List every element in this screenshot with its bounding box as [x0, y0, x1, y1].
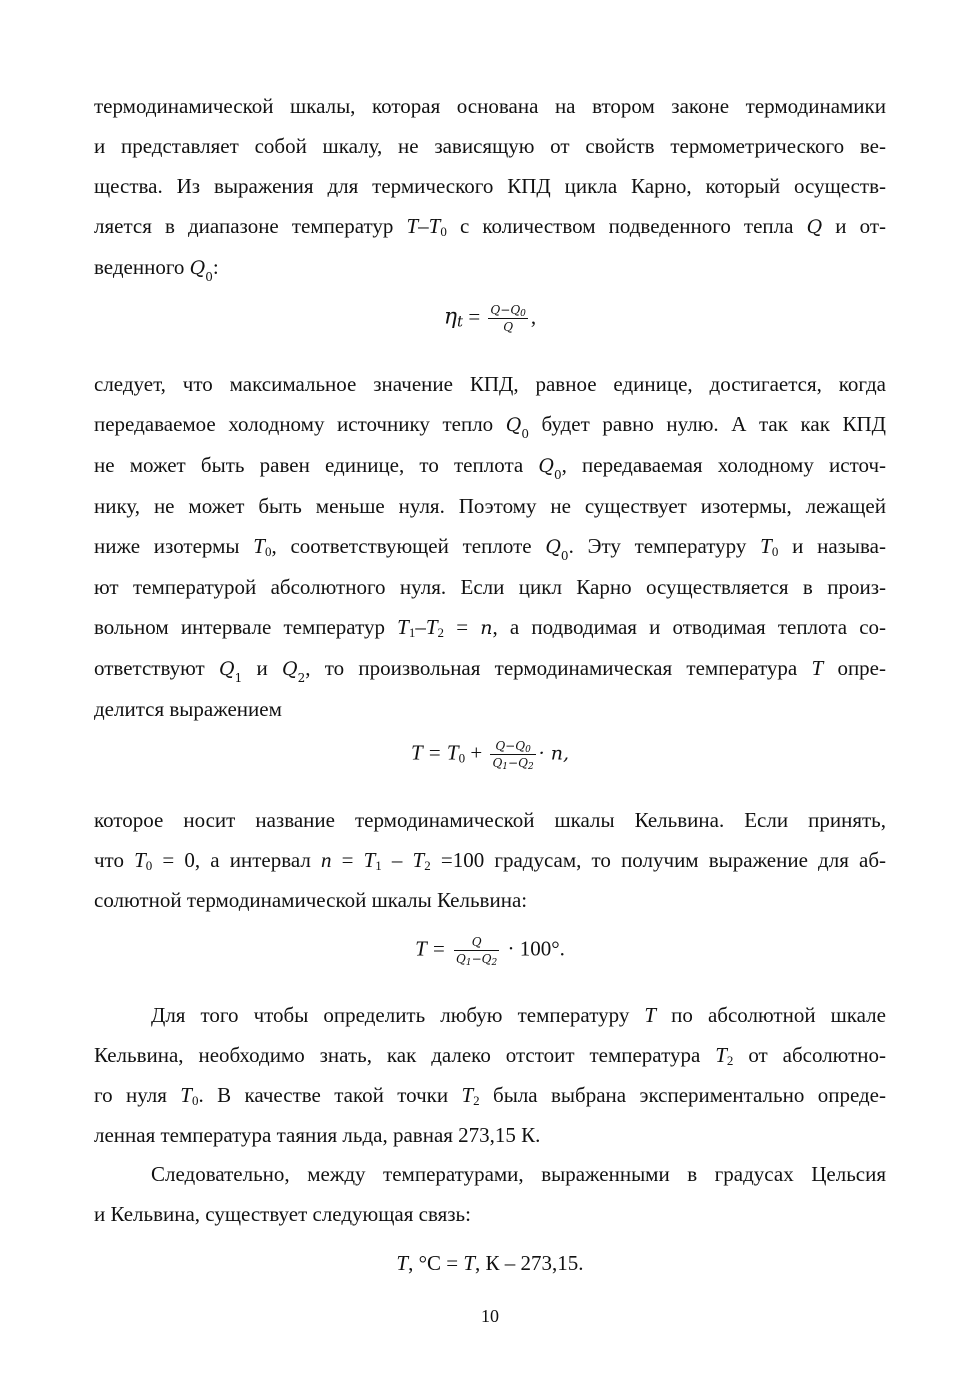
text-line: не может быть равен единице, то теплота $Q_0$, передаваемая холодному источ-: [94, 453, 886, 482]
text-line: Кельвина, необходимо знать, как далеко отстоит температура $T_2$ от абсолютно-: [94, 1043, 886, 1068]
text-line: ленная температура таяния льда, равная 273,15 К.: [94, 1123, 541, 1147]
text-line: передаваемое холодному источнику тепло $Q_0$ будет равно нулю. А так как КПД: [94, 412, 886, 441]
formula-kelvin-scale: T = $\frac{Q}{Q_1-Q_2}$ · 100°.: [415, 935, 565, 968]
text-line: которое носит название термодинамической шкалы Кельвина. Если принять,: [94, 808, 886, 832]
paragraph-2: [94, 364, 886, 729]
paragraph-3: [94, 800, 886, 920]
text-line: что $T_0 = 0$, а интервал $n = T_1 - T_2 =100$ градусам, то получим выражение для аб-: [94, 848, 887, 873]
text-line: ют температурой абсолютного нуля. Если цикл Карно осуществляется в произ-: [94, 575, 886, 599]
text-line: и Кельвина, существует следующая связь:: [94, 1202, 471, 1226]
text-line: нику, не может быть меньше нуля. Поэтому не существует изотермы, лежащей: [94, 494, 886, 518]
text-line: и представляет собой шкалу, не зависящую от свойств термометрического ве-: [94, 134, 886, 158]
text-line: термодинамической шкалы, которая основана на втором законе термодинамики: [94, 94, 886, 118]
text-line: Для того чтобы определить любую температуру T по абсолютной шкале: [151, 1003, 886, 1027]
text-line: следует, что максимальное значение КПД, равное единице, достигается, когда: [94, 372, 886, 396]
fraction: $\frac{Q-Q_0}{Q_1-Q_2}$: [492, 739, 534, 772]
text-line: Следовательно, между температурами, выраженными в градусах Цельсия: [151, 1162, 886, 1186]
text-line: го нуля $T_0$. В качестве такой точки $T_2$ была выбрана экспериментально опреде-: [94, 1083, 886, 1108]
text-line: ниже изотермы $T_0$, соответствующей теплоте $Q_0$. Эту температуру $T_0$ и называ-: [94, 534, 886, 563]
text-line: щества. Из выражения для термического КПД цикла Карно, который осуществ-: [94, 174, 886, 198]
paragraph-4: [94, 995, 886, 1155]
page-number: 10: [481, 1306, 499, 1326]
fraction: $\frac{Q}{Q_1-Q_2}$: [456, 935, 498, 968]
formula-celsius-kelvin: T, °С = T, К – 273,15.: [396, 1251, 584, 1275]
text-line: веденного $Q_0$:: [94, 255, 219, 284]
fraction: $\frac{Q-Q_0}{Q}$: [490, 303, 526, 334]
text-line: солютной термодинамической шкалы Кельвина:: [94, 888, 528, 912]
paragraph-5: [94, 1154, 886, 1234]
text-line: ляется в диапазоне температур $T-T_0$ с количеством подведенного тепла Q и от-: [94, 214, 886, 239]
formula-carnot-efficiency: $\eta_t$ = $\frac{Q-Q_0}{Q}$ ,: [443, 303, 537, 334]
formula-arbitrary-temperature: $T = T_0$ + $\frac{Q-Q_0}{Q_1-Q_2}$ · n,: [410, 739, 570, 772]
text-line: ответствуют $Q_1$ и $Q_2$, то произвольная термодинамическая температура T опре-: [94, 656, 886, 685]
text-line: делится выражением: [94, 697, 282, 721]
paragraph-1: [94, 86, 886, 288]
text-line: вольном интервале температур $T_1-T_2 = n$, а подводимая и отводимая теплота со-: [94, 615, 887, 640]
